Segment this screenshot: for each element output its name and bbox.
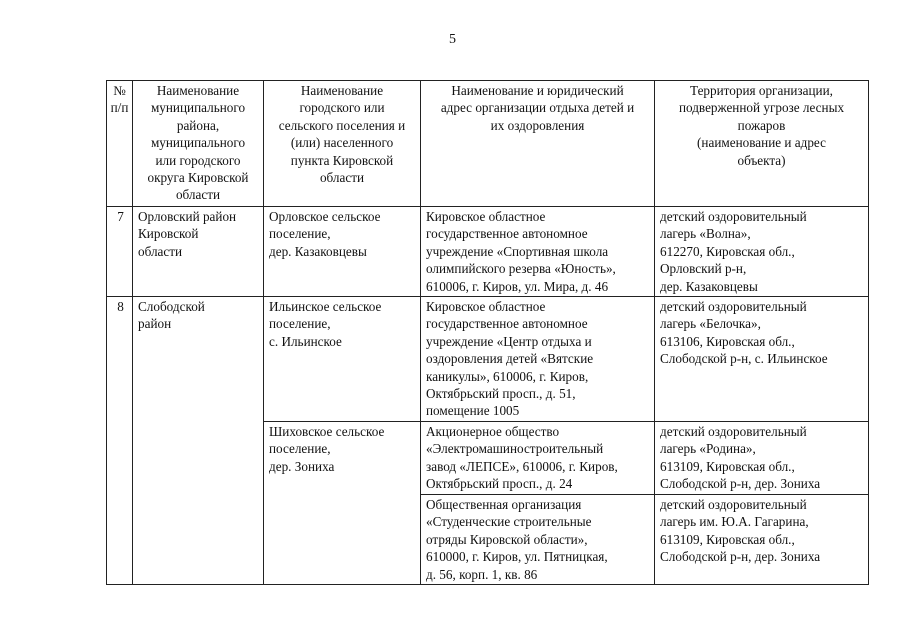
municipality-cell: Слободской район (133, 297, 264, 585)
header-settlement: Наименование городского или сельского поселения и (или) населенного пункта Кировской области (264, 81, 421, 207)
row-number: 8 (107, 297, 133, 585)
municipality-cell: Орловский район Кировской области (133, 207, 264, 297)
header-organization: Наименование и юридический адрес организации отдыха детей и их оздоровления (421, 81, 655, 207)
header-num: № п/п (107, 81, 133, 207)
table-row (107, 297, 869, 422)
header-territory: Территория организации, подверженной угрозе лесных пожаров (наименование и адрес объекта) (655, 81, 869, 207)
page-number: 5 (449, 32, 456, 47)
row-number: 7 (107, 207, 133, 297)
territory-cell: детский оздоровительный лагерь «Родина», 613109, Кировская обл., Слободской р-н, дер. Зониха (655, 421, 869, 494)
camps-table (106, 80, 869, 585)
organization-cell: Акционерное общество «Электромашиностроительный завод «ЛЕПСЕ», 610006, г. Киров, Октябрьский просп., д. 24 (421, 421, 655, 494)
header-municipality: Наименование муниципального района, муниципального или городского округа Кировской области (133, 81, 264, 207)
organization-cell: Кировское областное государственное автономное учреждение «Центр отдыха и оздоровления детей «Вятские каникулы», 610006, г. Киров, Октябрьский просп., д. 51, помещение 1005 (421, 297, 655, 422)
territory-cell: детский оздоровительный лагерь им. Ю.А. Гагарина, 613109, Кировская обл., Слободской р-н, дер. Зониха (655, 494, 869, 584)
organization-cell: Общественная организация «Студенческие строительные отряды Кировской области», 610000, г. Киров, ул. Пятницкая, д. 56, корп. 1, кв. 86 (421, 494, 655, 584)
settlement-cell: Орловское сельское поселение, дер. Казаковцевы (264, 207, 421, 297)
organization-cell: Кировское областное государственное автономное учреждение «Спортивная школа олимпийского резерва «Юность», 610006, г. Киров, ул. Мира, д. 46 (421, 207, 655, 297)
table-header-row (107, 81, 869, 207)
territory-cell: детский оздоровительный лагерь «Белочка», 613106, Кировская обл., Слободской р-н, с. Ильинское (655, 297, 869, 422)
settlement-cell: Шиховское сельское поселение, дер. Зониха (264, 421, 421, 584)
table-row (107, 207, 869, 297)
settlement-cell: Ильинское сельское поселение, с. Ильинское (264, 297, 421, 422)
territory-cell: детский оздоровительный лагерь «Волна», 612270, Кировская обл., Орловский р-н, дер. Казаковцевы (655, 207, 869, 297)
